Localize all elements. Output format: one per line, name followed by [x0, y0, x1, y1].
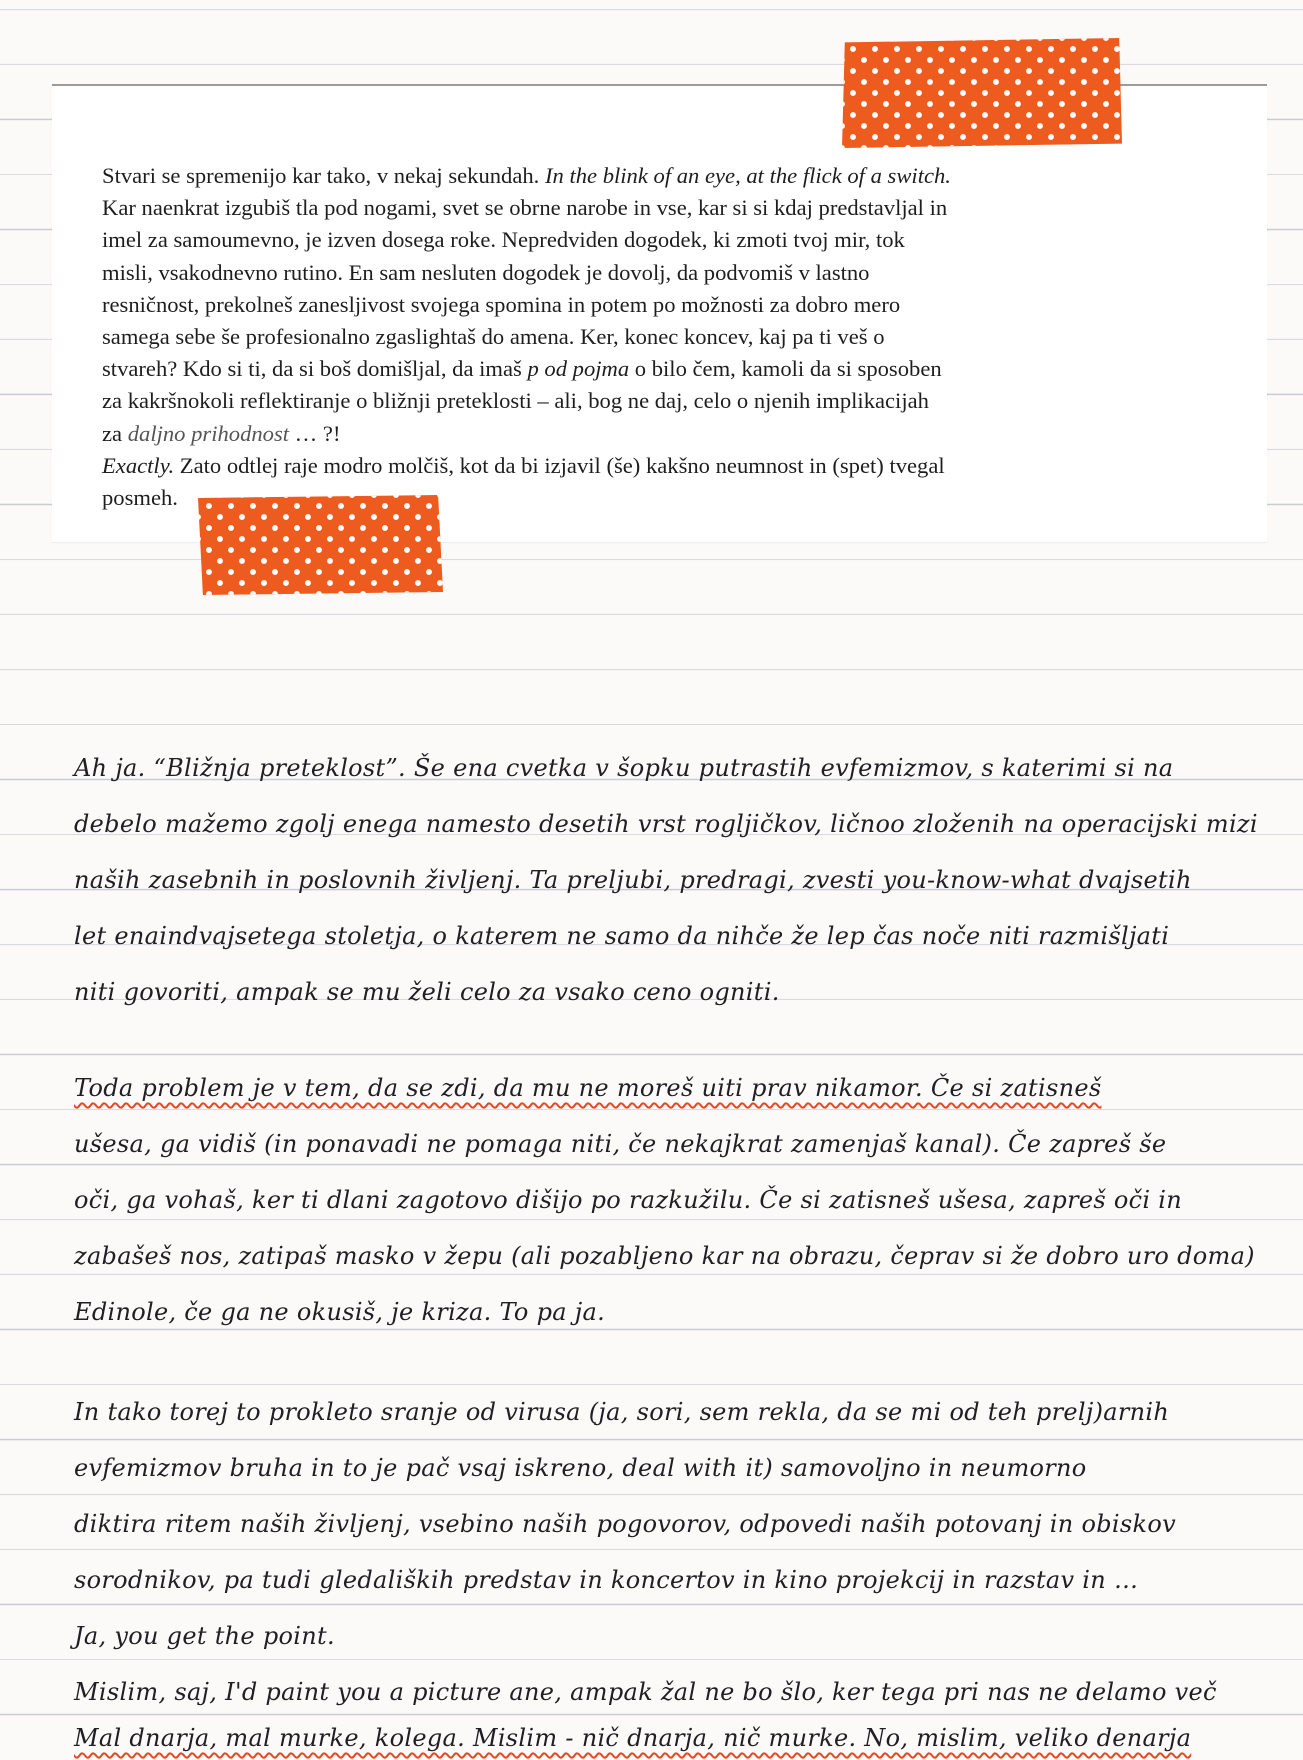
handwritten-line: Mal dnarja, mal murke, kolega. Mislim - nič dnarja, nič murke. No, mislim, veliko denarja	[74, 1724, 1192, 1752]
text-run: Stvari se spremenijo kar tako, v nekaj sekundah.	[102, 163, 545, 188]
handwritten-line: ušesa, ga vidiš (in ponavadi ne pomaga niti, če nekajkrat zamenjaš kanal). Če zapreš še	[74, 1130, 1167, 1158]
text-run: Kar naenkrat izgubiš tla pod nogami, svet se obrne narobe in vse, kar si si kdaj predstavljal in	[102, 195, 948, 221]
handwritten-line: Mislim, saj, I'd paint you a picture ane, ampak žal ne bo šlo, ker tega pri nas ne delamo več	[74, 1678, 1217, 1706]
text-run: … ?!	[289, 420, 341, 446]
printed-line	[102, 257, 1182, 289]
printed-line	[102, 192, 1182, 224]
printed-line	[102, 418, 1182, 450]
italic-run: daljno prihodnost	[127, 420, 290, 446]
text-run: stvareh? Kdo si ti, da si boš domišljal, da imaš	[102, 356, 528, 382]
washi-tape-top	[842, 38, 1122, 148]
handwritten-line: oči, ga vohaš, ker ti dlani zagotovo dišijo po razkužilu. Če si zatisneš ušesa, zapreš oči in	[74, 1186, 1183, 1214]
printed-line	[102, 450, 1182, 482]
text-run: za	[102, 420, 128, 446]
printed-paragraph	[102, 160, 1182, 514]
printed-line	[102, 321, 1182, 353]
printed-line	[102, 353, 1182, 385]
printed-line	[102, 289, 1182, 321]
text-run: Zato odtlej raje modro molčiš, kot da bi izjavil (še) kakšno neumnost in (spet) tvegal	[174, 452, 945, 478]
printed-line	[102, 224, 1182, 256]
handwritten-line: let enaindvajsetega stoletja, o katerem ne samo da nihče že lep čas noče niti razmišljati	[74, 922, 1170, 950]
handwritten-line: In tako torej to prokleto sranje od virusa (ja, sori, sem rekla, da se mi od teh prelj)arnih	[74, 1398, 1170, 1426]
handwritten-line: Edinole, če ga ne okusiš, je kriza. To pa ja.	[74, 1298, 606, 1326]
text-run: samega sebe še profesionalno zgaslightaš do amena. Ker, konec koncev, kaj pa ti veš o	[102, 324, 885, 350]
text-run: resničnost, prekolneš zanesljivost svojega spomina in potem po možnosti za dobro mero	[102, 291, 901, 317]
handwritten-line: naših zasebnih in poslovnih življenj. Ta preljubi, predragi, zvesti you-know-what dvajsetih	[74, 866, 1192, 894]
handwritten-line: Ja, you get the point.	[74, 1622, 335, 1650]
printed-line	[102, 385, 1182, 417]
handwritten-line: diktira ritem naših življenj, vsebino naših pogovorov, odpovedi naših potovanj in obiskov	[74, 1510, 1176, 1538]
handwritten-line: zabašeš nos, zatipaš masko v žepu (ali pozabljeno kar na obrazu, čeprav si že dobro uro doma)	[74, 1242, 1255, 1270]
handwritten-line: Ah ja. “Bližnja preteklost”. Še ena cvetka v šopku putrastih evfemizmov, s katerimi si na	[74, 754, 1174, 782]
text-run: misli, vsakodnevno rutino. En sam nesluten dogodek je dovolj, da podvomiš v lastno	[102, 259, 870, 285]
text-run: o bilo čem, kamoli da si sposoben	[629, 356, 942, 382]
text-run: imel za samoumevno, je izven dosega roke. Nepredviden dogodek, ki zmoti tvoj mir, tok	[102, 227, 905, 253]
handwritten-line: evfemizmov bruha in to je pač vsaj iskreno, deal with it) samovoljno in neumorno	[74, 1454, 1087, 1482]
italic-run: In the blink of an eye, at the flick of a switch.	[544, 163, 951, 188]
handwritten-line: sorodnikov, pa tudi gledaliških predstav in koncertov in kino projekcij in razstav in …	[74, 1566, 1139, 1594]
washi-tape-bottom	[198, 495, 443, 595]
printed-line	[102, 160, 1182, 192]
handwritten-line: niti govoriti, ampak se mu želi celo za vsako ceno ogniti.	[74, 978, 780, 1006]
italic-run: p od pojma	[527, 356, 630, 382]
handwritten-line: Toda problem je v tem, da se zdi, da mu ne moreš uiti prav nikamor. Če si zatisneš	[74, 1074, 1102, 1102]
text-run: za kakršnokoli reflektiranje o bližnji preteklosti – ali, bog ne daj, celo o njenih implikacijah	[102, 388, 929, 414]
italic-run: Exactly.	[102, 452, 175, 478]
handwritten-line: debelo mažemo zgolj enega namesto desetih vrst rogljičkov, ličnoo zloženih na operacijski mizi	[74, 810, 1258, 838]
text-run: posmeh.	[102, 485, 178, 511]
